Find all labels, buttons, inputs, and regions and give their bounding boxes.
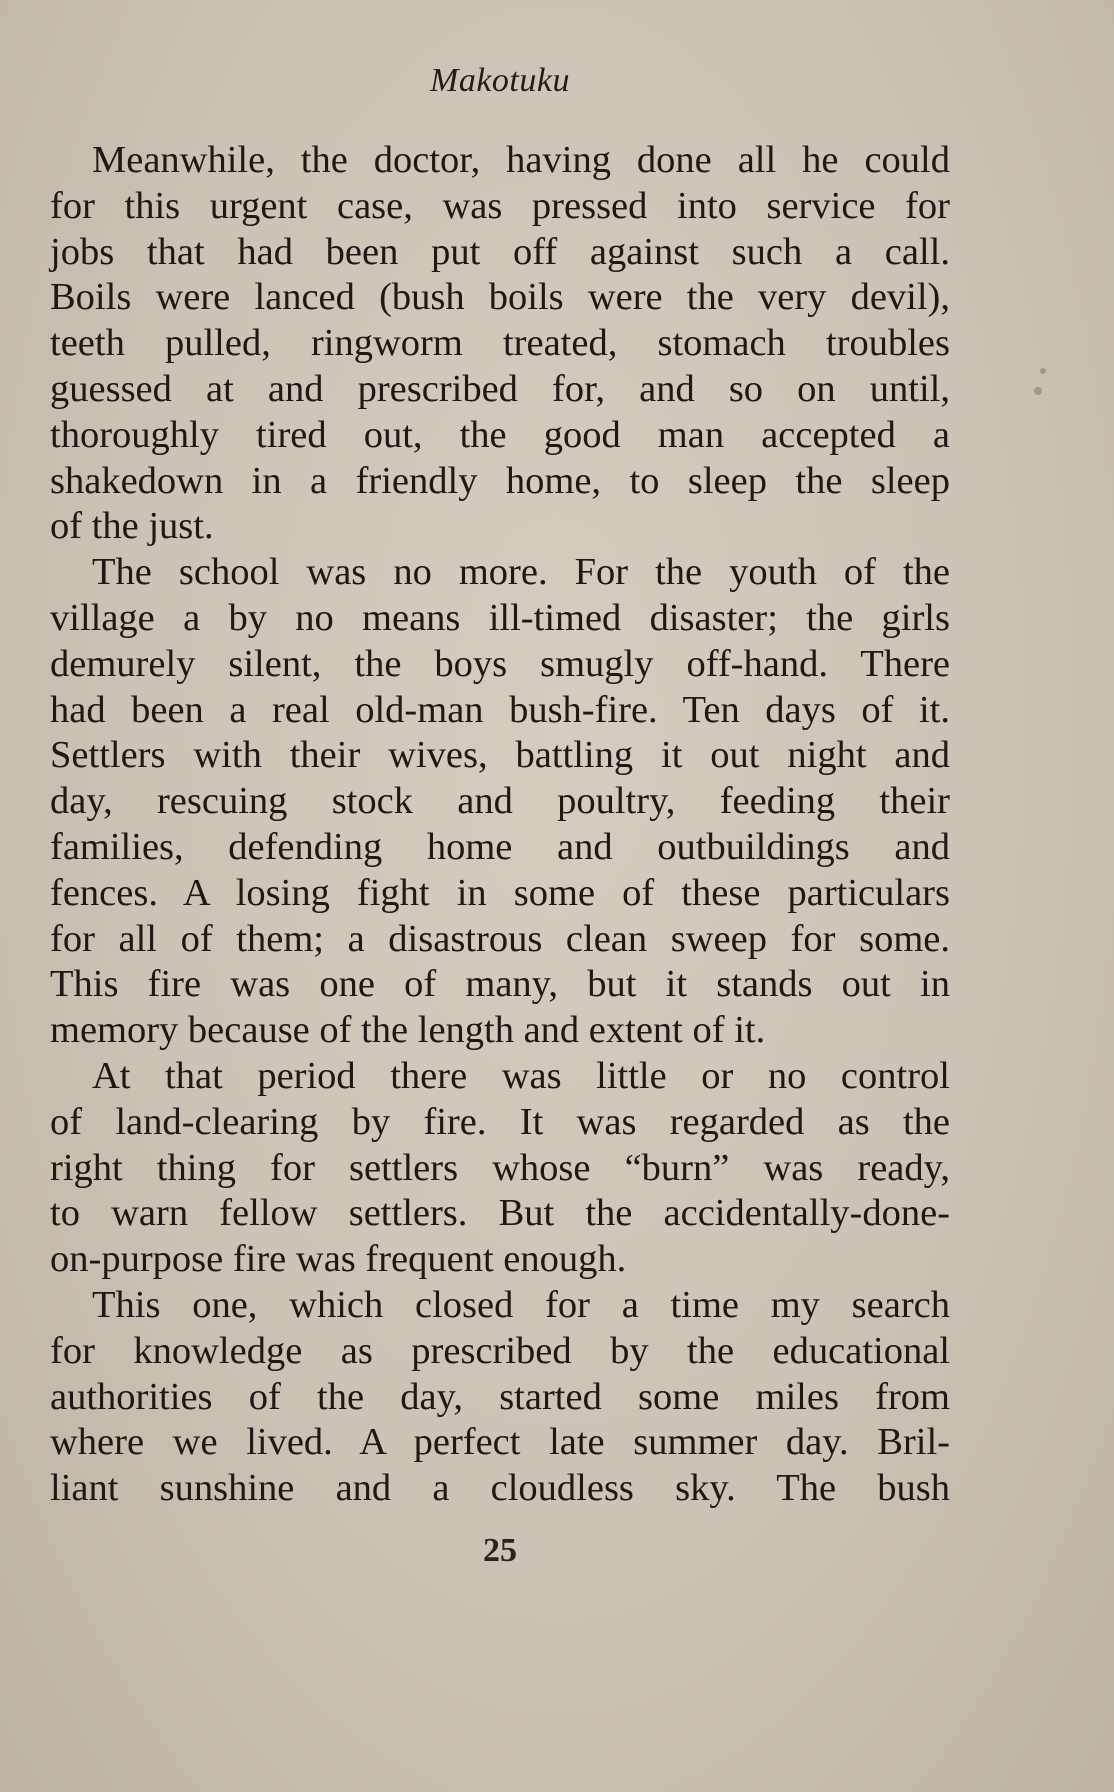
text-line: where we lived. A perfect late summer day. Bril- (50, 1421, 950, 1464)
text-line: for this urgent case, was pressed into service for (50, 184, 950, 227)
text-line: The school was no more. For the youth of the (92, 551, 950, 594)
text-line: teeth pulled, ringworm treated, stomach troubles (50, 322, 950, 365)
text-line: of the just. (50, 505, 214, 548)
text-line: had been a real old-man bush-fire. Ten days of it. (50, 688, 950, 731)
text-line: thoroughly tired out, the good man accepted a (50, 413, 950, 456)
text-line: shakedown in a friendly home, to sleep the sleep (50, 459, 950, 502)
text-line: liant sunshine and a cloudless sky. The bush (50, 1467, 950, 1510)
text-line: day, rescuing stock and poultry, feeding their (50, 780, 950, 823)
text-line: Settlers with their wives, battling it out night and (50, 734, 950, 777)
running-head: Makotuku (430, 62, 570, 99)
text-line: jobs that had been put off against such a call. (50, 230, 950, 273)
paragraph-4 (50, 1283, 950, 1512)
text-line: demurely silent, the boys smugly off-hand. There (50, 642, 950, 685)
text-line: This fire was one of many, but it stands out in (50, 963, 950, 1006)
text-line: authorities of the day, started some miles from (50, 1375, 950, 1418)
text-line: right thing for settlers whose “burn” was ready, (50, 1146, 950, 1189)
paper-speck (1040, 368, 1046, 374)
text-line: village a by no means ill-timed disaster; the girls (50, 596, 950, 639)
paragraph-3 (50, 1054, 950, 1283)
text-line: Boils were lanced (bush boils were the very devil), (50, 276, 950, 319)
text-line: At that period there was little or no control (92, 1054, 950, 1097)
text-line: of land-clearing by fire. It was regarded as the (50, 1100, 950, 1143)
paragraph-1 (50, 138, 950, 550)
text-line: to warn fellow settlers. But the accidentally-done- (50, 1192, 950, 1235)
text-line: on-purpose fire was frequent enough. (50, 1238, 627, 1281)
text-line: This one, which closed for a time my search (92, 1283, 950, 1326)
text-line: fences. A losing fight in some of these particulars (50, 871, 950, 914)
paper-speck (1034, 387, 1042, 395)
body-text (50, 138, 950, 1512)
text-line: for knowledge as prescribed by the educational (50, 1329, 950, 1372)
text-line: for all of them; a disastrous clean sweep for some. (50, 917, 950, 960)
page-number: 25 (483, 1532, 517, 1569)
text-line: guessed at and prescribed for, and so on until, (50, 367, 950, 410)
text-line: memory because of the length and extent of it. (50, 1009, 766, 1052)
paragraph-2 (50, 550, 950, 1054)
text-line: Meanwhile, the doctor, having done all he could (92, 139, 950, 181)
text-line: families, defending home and outbuildings and (50, 825, 950, 868)
